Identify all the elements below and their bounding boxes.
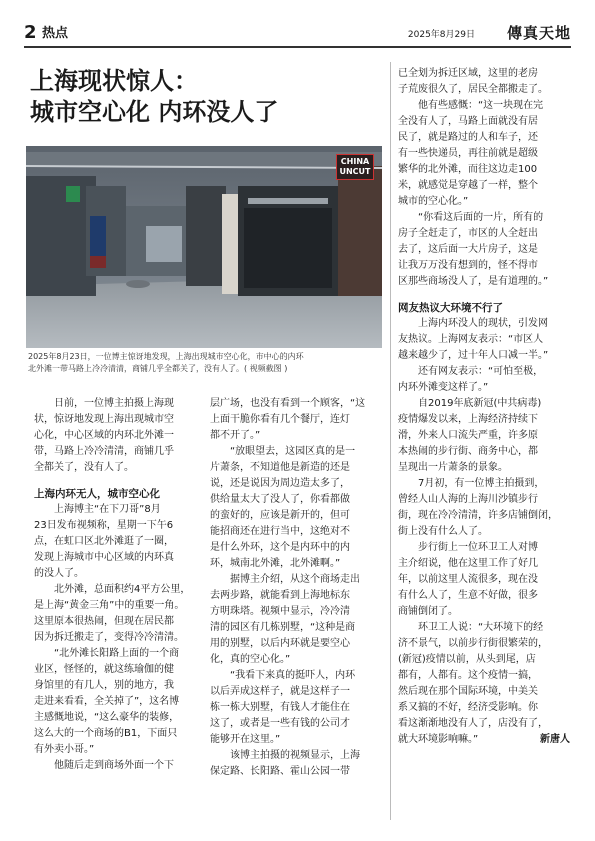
text-line: (新冠)疫情以前，从头到尾，店 [398,654,536,665]
article-column-2 [210,396,380,780]
text-line: “北外滩长阳路上面的一个商 [34,648,180,659]
text-line: 自2019年底新冠(中共病毒) [398,398,542,409]
text-line: 越来越少了，过十年人口减一半。” [398,350,549,361]
article-headline [30,66,380,128]
paragraph-gap [34,476,194,486]
page-number: 2 [24,22,37,43]
text-line: 友热议。上海网友表示：“市区人 [398,334,544,345]
text-line: 商铺倒闭了。 [398,606,458,617]
section-subheading: 网友热议大环境不行了 [398,302,503,314]
photo-caption [28,351,384,375]
text-line: 民了，就是路过的人和车子，还 [398,132,538,143]
text-line: “你看这后面的一片，所有的 [398,212,544,223]
text-line: 曾经人山人海的上海川沙镇步行 [398,494,538,505]
text-line: 发现上海城市中心区域的内环真 [34,552,174,563]
text-line: “放眼望去，这园区真的是一 [210,446,356,457]
header-rule [24,46,571,48]
text-line: 是什么外环，这个是内环中的内 [210,542,350,553]
text-line: 心化，中心区域的内环北外滩一 [34,430,174,441]
text-line: 7月初，有一位博主拍摄到， [398,478,545,489]
text-line: 走进来看看，全关掉了”，这名博 [34,696,180,707]
text-line: 子荒废很久了，居民全都搬走了。 [398,84,548,95]
text-line: 步行街上一位环卫工人对博 [398,542,538,553]
section-title: 热点 [42,26,69,41]
text-line: 业区，怪怪的，就这练瑜伽的健 [34,664,174,675]
text-line: 日前，一位博主拍摄上海现 [34,398,174,409]
text-line: 区那些商场没人了，是有道理的。” [398,276,549,287]
text-line: 房子全赶走了，市区的人全赶出 [398,228,538,239]
text-line: 有一些快递员，再往前就是超级 [398,148,538,159]
text-line: 济不景气，以前步行街很繁荣的， [398,638,548,649]
text-line: 城市的空心化。” [398,196,469,207]
article-column-3 [398,66,570,748]
text-line: 23日发布视频称，星期一下午6 [34,520,174,531]
text-line: 据博主介绍，从这个商场走出 [210,574,360,585]
text-line: 疫情爆发以来，上海经济持续下 [398,414,538,425]
text-line: 方明珠塔。视频中显示，冷冷清 [210,606,350,617]
text-line: 系又搞的不好，经济受影响。你 [398,702,538,713]
text-line: 还有网友表示：“可怕至极， [398,366,544,377]
text-line: 保定路、长阳路、霍山公园一带 [210,766,350,777]
text-line: 状，惊讶地发现上海出现城市空 [34,414,174,425]
text-line: 以后弄成这样子，就是这样子一 [210,686,350,697]
text-line: 然后现在那个国际环境，中美关 [398,686,538,697]
text-line: 都不开了。” [210,430,261,441]
text-line: 这了，或者是一些有钱的公司才 [210,718,350,729]
text-line: 点，在虹口区北外滩逛了一圈， [34,536,174,547]
text-line: 他随后走到商场外面一个下 [34,760,174,771]
text-line: 米，就感觉是穿越了一样，整个 [398,180,538,191]
text-line: 是上海“黄金三角”中的重要一角。 [34,600,185,611]
text-line: 用的别墅，以后内环就是要空心 [210,638,350,649]
text-line: 本热闹的步行街、商务中心，都 [398,446,538,457]
text-line: 片萧条，不知道他是新造的还是 [210,462,350,473]
empty-mall-illustration [26,146,382,348]
text-line: 环，城南北外滩，北外滩啊。” [210,558,341,569]
text-line: 街上没有什么人了。 [398,526,488,537]
text-line: 去了，这后面一大片房子，这是 [398,244,538,255]
text-line: 层广场，也没有看到一个顾客，“这 [210,398,366,409]
text-line: 上海内环没人的现状，引发网 [398,318,548,329]
text-line: 供给量太大了没人了，你看都做 [210,494,350,505]
text-line: 主感慨地说，“这么豪华的装修， [34,712,180,723]
section-subheading: 上海内环无人，城市空心化 [34,488,160,500]
text-line: 全没有人了，马路上面就没有居 [398,116,538,127]
paragraph-gap [398,290,570,300]
issue-date: 2025年8月29日 [407,30,475,40]
text-line: 街，现在冷冷清清，许多店铺倒闭， [398,510,558,521]
text-line: 说，还是说因为周边造太多了， [210,478,350,489]
text-line: 内环外滩变这样了。” [398,382,489,393]
text-line: 带，马路上冷冷清清，商铺几乎 [34,446,174,457]
text-line: 呈现出一片萧条的景象。 [398,462,508,473]
newspaper-logo: 傳真天地 [506,24,571,42]
text-line: “我看下来真的挺吓人，内环 [210,670,356,681]
text-line: 上面干脆你看有几个餐厅，连灯 [210,414,350,425]
text-line: 的蛮好的，应该是新开的，但可 [210,510,350,521]
text-line: 清的园区有几栋别墅，“这种是商 [210,622,356,633]
text-line: 该博主拍摄的视频显示，上海 [210,750,360,761]
text-line: 北外滩，总面积约4平方公里， [34,584,191,595]
text-line: 让我万万没有想到的，怪不得市 [398,260,538,271]
text-line: 因为拆迁搬走了，变得冷冷清清。 [34,632,184,643]
caption-line-2: 北外滩一带马路上冷冷清清，商铺几乎全都关了，没有人了。( 视频截图 ) [28,364,288,373]
column-divider [390,62,391,820]
text-line: 都有，人都有。这个疫情一搞， [398,670,538,681]
text-line: 能招商还在进行当中，这绝对不 [210,526,350,537]
headline-line-1: 上海现状惊人： [30,67,198,95]
text-line: 上海博主“在下刀哥”8月 [34,504,161,515]
text-line: 身馆里的有几人，别的地方，我 [34,680,174,691]
text-line: 年，以前这里人流很多，现在没 [398,574,538,585]
text-line: 全都关了，没有人了。 [34,462,134,473]
text-line: 这么大的一个商场的B1，下面只 [34,728,178,739]
text-line: 繁华的北外滩，而往这边走100 [398,164,538,175]
headline-line-2: 城市空心化 内环没人了 [30,98,279,126]
text-line: 去两步路，就能看到上海地标东 [210,590,350,601]
text-line: 有什么人了，生意不好做，很多 [398,590,538,601]
text-line: 看这渐渐地没有人了，店没有了， [398,718,548,729]
byline: 新唐人 [540,734,570,745]
text-line: 栋一栋大别墅，有钱人才能住在 [210,702,350,713]
text-line: 能够开在这里。” [210,734,281,745]
text-line: 的没人了。 [34,568,84,579]
text-line: 已全划为拆迁区域，这里的老房 [398,68,538,79]
article-column-1 [34,396,194,774]
text-line: 有外卖小哥。” [34,744,95,755]
text-line: 化，真的空心化。” [210,654,291,665]
text-line: 就大环境影响嘛。” 新唐人 [398,732,570,748]
article-photo [26,146,382,348]
text-line: 他有些感慨：“这一块现在完 [398,100,544,111]
text-line: 主介绍说，他在这里工作了好几 [398,558,538,569]
caption-line-1: 2025年8月23日，一位博主惊讶地发现，上海出现城市空心化，市中心的内环 [28,352,304,361]
text-line: 这里原本很热闹，但现在居民都 [34,616,174,627]
china-uncut-badge: CHINA UNCUT [336,154,374,180]
text-line: 环卫工人说：“大环境下的经 [398,622,544,633]
page-header [24,22,571,46]
text-line: 滑，外来人口流失严重，许多原 [398,430,538,441]
